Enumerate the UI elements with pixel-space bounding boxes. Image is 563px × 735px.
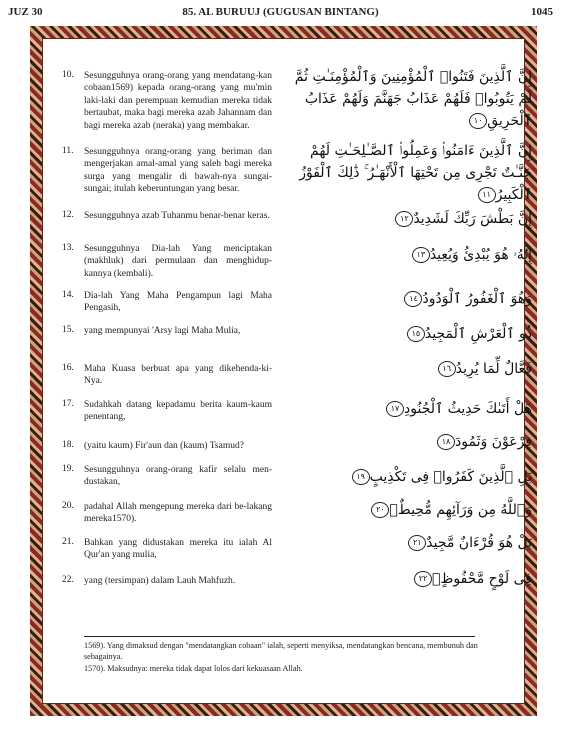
verse-translation: Sudahkah datang kepadamu berita kaum-kaum penentang,	[84, 400, 272, 423]
verse-translation: Sesungguhnya azab Tuhanmu benar-benar keras.	[84, 211, 270, 221]
verse-translation: Sesungguhnya orang-orang yang beriman dan mengerjakan amal-amal yang saleh bagi mereka surga yang mengalir di bawah-nya sungai-sungai; itulah keberuntungan yang besar.	[84, 147, 272, 195]
verse-translation: Dia-lah Yang Maha Pengampun lagi Maha Pengasih,	[84, 291, 272, 314]
verse-end-marker-icon: ٢٢	[414, 571, 432, 587]
juz-label: JUZ 30	[8, 6, 43, 18]
verse-arabic	[292, 244, 532, 266]
verse-arabic	[292, 398, 532, 420]
arabic-text: بَلِ ٱلَّذِينَ كَفَرُوا۟ فِى تَكْذِيبٍ	[369, 469, 532, 485]
verse-arabic	[292, 208, 532, 230]
verse-number: 11.	[62, 146, 74, 156]
verse-translation: yang mempunyai 'Arsy lagi Maha Mulia,	[84, 326, 241, 336]
verse-end-marker-icon: ١٥	[407, 326, 425, 342]
verse-end-marker-icon: ١٦	[438, 361, 456, 377]
arabic-text: فَعَّالٌ لِّمَا يُرِيدُ	[455, 361, 532, 377]
verse-end-marker-icon: ٢٠	[371, 502, 389, 518]
verse-translation: Sesungguhnya orang-orang kafir selalu men-dustakan,	[84, 465, 272, 488]
arabic-text: ذُو ٱلْعَرْشِ ٱلْمَجِيدُ	[424, 326, 532, 342]
verse-number: 16.	[62, 363, 74, 373]
verse-number: 12.	[62, 210, 74, 220]
verse-number: 21.	[62, 537, 74, 547]
verse-end-marker-icon: ١٨	[437, 434, 455, 450]
arabic-text: إِنَّ ٱلَّذِينَ ءَامَنُوا۟ وَعَمِلُوا۟ ٱلصَّـٰلِحَـٰتِ لَهُمْ جَنَّـٰتٌ تَجْرِى مِن تَحْتِهَا ٱلْأَنْهَـٰرُ ۚ ذَٰلِكَ ٱلْفَوْزُ ٱلْكَبِيرُ	[299, 143, 532, 203]
verse-end-marker-icon: ١٩	[352, 469, 370, 485]
verse-translation: (yaitu kaum) Fir'aun dan (kaum) Tsamud?	[84, 441, 244, 451]
verse-translation: Sesungguhnya orang-orang yang mendatang-kan cobaan1569) kepada orang-orang yang mu'min laki-laki dan perempuan kemudian mereka tidak bertaubat, maka bagi mereka azab Jahannam dan bagi mereka azab (neraka) yang membakar.	[84, 71, 272, 131]
verse-arabic	[292, 323, 532, 345]
arabic-text: هَلْ أَتَىٰكَ حَدِيثُ ٱلْجُنُودِ	[404, 401, 532, 417]
arabic-text: إِنَّ ٱلَّذِينَ فَتَنُوا۟ ٱلْمُؤْمِنِينَ وَٱلْمُؤْمِنَـٰتِ ثُمَّ لَمْ يَتُوبُوا۟ فَلَهُمْ عَذَابُ جَهَنَّمَ وَلَهُمْ عَذَابُ ٱلْحَرِيقِ	[294, 69, 532, 129]
verse-number: 19.	[62, 464, 74, 474]
verse-arabic	[292, 140, 532, 206]
verse-arabic	[292, 431, 532, 453]
arabic-text: فِرْعَوْنَ وَثَمُودَ	[455, 434, 532, 450]
verse-translation: yang (tersimpan) dalam Lauh Mahfuzh.	[84, 576, 236, 586]
arabic-text: وَهُوَ ٱلْغَفُورُ ٱلْوَدُودُ	[422, 291, 532, 307]
verse-arabic	[292, 466, 532, 488]
surah-title: 85. AL BURUUJ (GUGUSAN BINTANG)	[182, 6, 379, 18]
page-number: 1045	[531, 6, 553, 18]
verse-end-marker-icon: ١٣	[412, 247, 430, 263]
verse-arabic	[292, 358, 532, 380]
verse-arabic	[292, 499, 532, 521]
verse-end-marker-icon: ٢١	[408, 535, 426, 551]
verse-end-marker-icon: ١١	[478, 187, 496, 203]
verse-number: 15.	[62, 325, 74, 335]
verse-arabic	[292, 288, 532, 310]
verse-end-marker-icon: ١٧	[386, 401, 404, 417]
verse-end-marker-icon: ١٤	[404, 291, 422, 307]
arabic-text: إِنَّ بَطْشَ رَبِّكَ لَشَدِيدٌ	[413, 211, 532, 227]
verse-end-marker-icon: ١٢	[395, 211, 413, 227]
verse-translation: Sesungguhnya Dia-lah Yang menciptakan (makhluk) dari permulaan dan menghidup-kannya (kembali).	[84, 244, 272, 279]
arabic-text: فِى لَوْحٍ مَّحْفُوظٍۭ	[432, 571, 532, 587]
footnote-1570: 1570). Maksudnya: mereka tidak dapat lolos dari kekuasaan Allah.	[84, 664, 303, 673]
verse-number: 20.	[62, 501, 74, 511]
verse-number: 14.	[62, 290, 74, 300]
arabic-text: إِنَّهُۥ هُوَ يُبْدِئُ وَيُعِيدُ	[429, 247, 532, 263]
verse-number: 17.	[62, 399, 74, 409]
verse-number: 13.	[62, 243, 74, 253]
arabic-text: بَلْ هُوَ قُرْءَانٌ مَّجِيدٌ	[426, 535, 532, 551]
verse-number: 10.	[62, 70, 74, 80]
verse-arabic	[292, 568, 532, 590]
verse-arabic	[292, 66, 532, 132]
footnote-divider	[84, 636, 475, 637]
verse-number: 22.	[62, 575, 74, 585]
footnote-1569: 1569). Yang dimaksud dengan "mendatangkan cobaan" ialah, seperti menyiksa, mendatangkan bencana, membunuh dan sebagainya.	[84, 641, 478, 661]
verse-translation: Bahkan yang didustakan mereka itu ialah Al Qur'an yang mulia,	[84, 538, 272, 561]
verse-number: 18.	[62, 440, 74, 450]
page-header	[8, 6, 553, 22]
verse-translation: padahal Allah mengepung mereka dari be-lakang mereka1570).	[84, 502, 272, 525]
arabic-text: وَٱللَّهُ مِن وَرَآئِهِم مُّحِيطٌۢ	[389, 502, 532, 518]
verse-end-marker-icon: ١٠	[469, 113, 487, 129]
verse-arabic	[292, 532, 532, 554]
verse-translation: Maha Kuasa berbuat apa yang dikehenda-ki-Nya.	[84, 364, 272, 387]
